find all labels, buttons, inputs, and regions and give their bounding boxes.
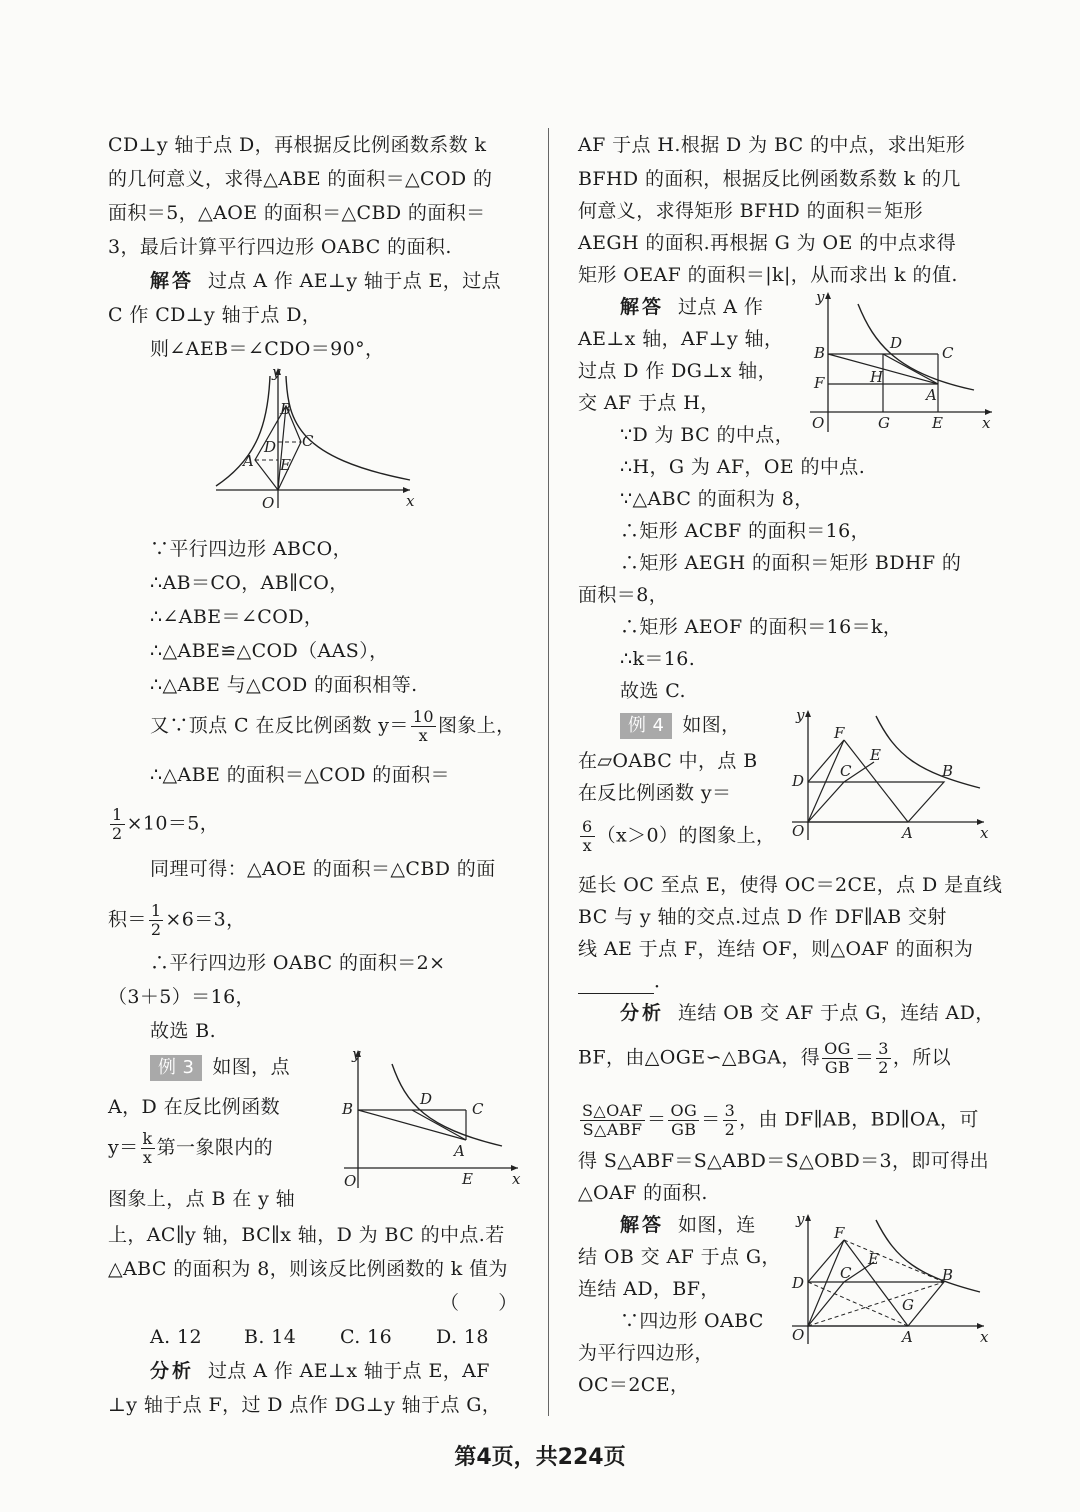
text-span: ，所以 — [892, 1046, 952, 1069]
label-a: A — [902, 1328, 913, 1346]
label-b: B — [280, 400, 292, 418]
figure-2-example3 — [336, 1044, 526, 1192]
label-y: y — [272, 363, 281, 381]
label-g: G — [902, 1296, 914, 1314]
choice-a: A. 12 — [150, 1326, 202, 1348]
label-o: O — [792, 822, 805, 840]
text-line: 结 OB 交 AF 于点 G， — [578, 1246, 781, 1268]
text-line: 3，最后计算平行四边形 OABC 的面积. — [108, 236, 452, 258]
text-line: 在反比例函数 y＝ — [578, 782, 732, 804]
text-line — [620, 1000, 995, 1026]
text-line — [620, 1212, 756, 1238]
text-line — [578, 1040, 951, 1077]
text-span: 如图，点 — [212, 1056, 290, 1078]
text-line — [108, 806, 219, 843]
text-line: 得 S△ABF＝S△ABD＝S△OBD＝3，即可得出 — [578, 1150, 989, 1172]
text-line: AEGH 的面积.再根据 G 为 OE 的中点求得 — [578, 232, 957, 254]
denominator: S△ABF — [582, 1120, 643, 1139]
text-span: ＝ — [647, 1108, 667, 1131]
label-d: D — [792, 772, 805, 790]
label-y: y — [796, 1210, 805, 1228]
example-tag: 例 3 — [150, 1055, 202, 1081]
label-c: C — [302, 432, 314, 450]
text-span: ＝ — [701, 1108, 721, 1131]
text-line: 上，AC∥y 轴，BC∥x 轴，D 为 BC 的中点.若 — [108, 1224, 505, 1246]
text-line: BC 与 y 轴的交点.过点 D 作 DF∥AB 交射 — [578, 906, 947, 928]
label-c: C — [472, 1100, 484, 1118]
figure-4-example4 — [784, 704, 994, 844]
text-line: A，D 在反比例函数 — [108, 1096, 280, 1118]
text-line — [150, 1358, 490, 1384]
label-b: B — [942, 1266, 954, 1284]
numerator: 1 — [150, 901, 162, 920]
text-span: 过点 A 作 AE⊥x 轴于点 E，AF — [208, 1360, 490, 1382]
text-line: ∵平行四边形 ABCO， — [150, 538, 352, 560]
solution-keyword: 解答 — [150, 270, 195, 292]
fraction — [411, 708, 436, 745]
numerator: 6 — [582, 817, 593, 836]
label-d: D — [792, 1274, 805, 1292]
text-span: 图象上， — [437, 714, 516, 737]
text-line: 同理可得：△AOE 的面积＝△CBD 的面 — [150, 858, 496, 880]
text-span: 又∵顶点 C 在反比例函数 y＝ — [150, 714, 409, 737]
text-line: ∴△ABE≌△COD（AAS）， — [150, 640, 389, 662]
text-line: ∴矩形 AEOF 的面积＝16＝k， — [620, 616, 903, 638]
numerator: OG — [670, 1101, 698, 1120]
label-a: A — [243, 452, 254, 470]
label-e: E — [932, 414, 943, 432]
text-line: △ABC 的面积为 8，则该反比例函数的 k 值为 — [108, 1258, 508, 1280]
denominator: x — [582, 836, 593, 855]
label-a: A — [454, 1142, 465, 1160]
curve — [876, 716, 980, 788]
denominator: 2 — [112, 824, 123, 843]
text-line: ∴k＝16. — [620, 648, 696, 670]
curve — [392, 1064, 502, 1146]
figure-3-solution3 — [802, 286, 1002, 436]
numerator: OG — [824, 1039, 851, 1058]
text-line: ∵△ABC 的面积为 8， — [620, 488, 814, 510]
text-line — [150, 268, 501, 294]
denominator: x — [418, 726, 429, 745]
fraction — [149, 902, 164, 939]
text-line: △OAF 的面积. — [578, 1182, 708, 1204]
text-line: ⊥y 轴于点 F，过 D 点作 DG⊥y 轴于点 G， — [108, 1394, 502, 1416]
figure-1-hyperbola — [210, 362, 420, 512]
fraction — [822, 1040, 853, 1077]
text-line: ∵D 为 BC 的中点， — [620, 424, 795, 446]
label-x: x — [406, 492, 415, 510]
numerator: S△OAF — [582, 1101, 644, 1120]
text-line: ∴AB＝CO，AB∥CO， — [150, 572, 349, 594]
text-line — [620, 712, 741, 739]
text-line: AF 于点 H.根据 D 为 BC 的中点，求出矩形 — [578, 134, 966, 156]
text-line: ∵四边形 OABC — [620, 1310, 764, 1332]
numerator: 1 — [112, 805, 123, 824]
label-b: B — [342, 1100, 354, 1118]
label-o: O — [792, 1326, 805, 1344]
label-d: D — [420, 1090, 433, 1108]
text-span: ＝ — [854, 1046, 875, 1069]
label-y: y — [796, 706, 805, 724]
choice-d: D. 18 — [436, 1326, 489, 1348]
label-b: B — [814, 344, 826, 362]
text-line: ∴∠ABE＝∠COD， — [150, 606, 324, 628]
fraction — [723, 1102, 738, 1139]
analysis-keyword: 分析 — [620, 1002, 665, 1024]
label-e: E — [870, 746, 881, 764]
curve — [876, 1220, 980, 1292]
label-e: E — [462, 1170, 473, 1188]
answer-bracket: （ ） — [440, 1292, 518, 1314]
text-line: （3＋5）＝16， — [108, 986, 255, 1008]
choice-c: C. 16 — [340, 1326, 393, 1348]
text-line: ∴△ABE 的面积＝△COD 的面积＝ — [150, 764, 450, 786]
figure-5-solution4 — [784, 1208, 994, 1348]
numerator: 3 — [724, 1101, 736, 1120]
parallelogram-oabc — [808, 782, 944, 822]
label-d: D — [264, 438, 277, 456]
text-line: OC＝2CE， — [578, 1374, 690, 1396]
text-line: 故选 B. — [150, 1020, 217, 1042]
text-line — [108, 902, 246, 939]
text-line — [150, 1054, 290, 1081]
text-span: ，由 DF∥AB，BD∥OA，可 — [739, 1108, 979, 1131]
text-span: 连结 OB 交 AF 于点 G，连结 AD， — [678, 1002, 995, 1024]
choice-b: B. 14 — [244, 1326, 297, 1348]
text-line: ∴平行四边形 OABC 的面积＝2× — [150, 952, 446, 974]
text-line: 线 AE 于点 F，连结 OF，则△OAF 的面积为 — [578, 938, 974, 960]
label-x: x — [980, 1328, 989, 1346]
label-c: C — [840, 762, 852, 780]
text-line: ∴矩形 ACBF 的面积＝16， — [620, 520, 871, 542]
text-line: 则∠AEB＝∠CDO＝90°， — [150, 338, 385, 360]
denominator: GB — [671, 1120, 697, 1139]
answer-blank — [578, 975, 654, 994]
text-span: 过点 A 作 — [678, 296, 764, 318]
label-o: O — [812, 414, 825, 432]
text-line: ∴H，G 为 AF，OE 的中点. — [620, 456, 866, 478]
text-span: BF，由△OGE∽△BGA，得 — [578, 1046, 821, 1069]
text-span: 如图，连 — [678, 1214, 756, 1236]
numerator: 10 — [412, 707, 434, 726]
text-line — [108, 1130, 273, 1167]
text-line: 何意义，求得矩形 BFHD 的面积＝矩形 — [578, 200, 924, 222]
label-x: x — [512, 1170, 521, 1188]
fraction — [110, 806, 125, 843]
denominator: GB — [824, 1058, 851, 1077]
numerator: k — [142, 1129, 153, 1148]
label-o: O — [262, 494, 275, 512]
label-h: H — [870, 368, 884, 386]
analysis-keyword: 分析 — [150, 1360, 195, 1382]
solution-keyword: 解答 — [620, 1214, 665, 1236]
label-d: D — [890, 334, 903, 352]
text-line: 面积＝8， — [578, 584, 669, 606]
text-line: C 作 CD⊥y 轴于点 D， — [108, 304, 322, 326]
text-span: 如图， — [682, 714, 741, 736]
text-line: 延长 OC 至点 E，使得 OC＝2CE，点 D 是直线 — [578, 874, 1003, 896]
page-footer: 第4页，共224页 — [454, 1445, 626, 1470]
label-e: E — [868, 1250, 879, 1268]
label-o: O — [344, 1172, 357, 1190]
text-line: 故选 C. — [620, 680, 686, 702]
text-line: 的几何意义，求得△ABE 的面积＝△COD 的 — [108, 168, 493, 190]
label-a: A — [926, 386, 937, 404]
fraction — [141, 1130, 155, 1167]
fraction — [876, 1040, 891, 1077]
curve-right — [286, 376, 410, 480]
label-y: y — [352, 1045, 361, 1063]
label-c: C — [942, 344, 954, 362]
text-line — [578, 818, 775, 855]
text-line: AE⊥x 轴，AF⊥y 轴， — [578, 328, 784, 350]
label-x: x — [980, 824, 989, 842]
denominator: 2 — [150, 920, 162, 939]
label-f: F — [814, 374, 825, 392]
denominator: x — [142, 1148, 153, 1167]
text-span: ． — [654, 970, 674, 992]
label-b: B — [942, 762, 954, 780]
label-x: x — [982, 414, 991, 432]
example-tag: 例 4 — [620, 713, 672, 739]
text-line: 过点 D 作 DG⊥x 轴， — [578, 360, 777, 382]
text-line: 为平行四边形， — [578, 1342, 714, 1364]
text-span: 过点 A 作 AE⊥y 轴于点 E，过点 — [208, 270, 501, 292]
text-span: y＝ — [108, 1136, 139, 1159]
text-span: 第一象限内的 — [156, 1136, 274, 1159]
label-g: G — [878, 414, 890, 432]
text-line — [620, 294, 763, 320]
text-line: BFHD 的面积，根据反比例函数系数 k 的几 — [578, 168, 961, 190]
text-line: 图象上，点 B 在 y 轴 — [108, 1188, 296, 1210]
text-line: 交 AF 于点 H， — [578, 392, 720, 414]
text-line: 面积＝5，△AOE 的面积＝△CBD 的面积＝ — [108, 202, 486, 224]
label-e: E — [280, 456, 291, 474]
label-f: F — [834, 1224, 845, 1242]
label-c: C — [840, 1264, 852, 1282]
label-a: A — [902, 824, 913, 842]
text-line: ∴△ABE 与△COD 的面积相等. — [150, 674, 418, 696]
text-span: ×10＝5， — [126, 812, 220, 835]
column-divider — [548, 128, 549, 1416]
fraction — [580, 1102, 645, 1139]
denominator: 2 — [878, 1058, 889, 1077]
fraction — [668, 1102, 699, 1139]
text-line: CD⊥y 轴于点 D，再根据反比例函数系数 k — [108, 134, 487, 156]
denominator: 2 — [724, 1120, 736, 1139]
text-span: （x＞0）的图象上， — [596, 824, 776, 847]
text-span: ×6＝3， — [165, 908, 246, 931]
label-y: y — [816, 288, 825, 306]
numerator: 3 — [878, 1039, 889, 1058]
label-f: F — [834, 724, 845, 742]
text-line: 矩形 OEAF 的面积＝|k|，从而求出 k 的值. — [578, 264, 958, 286]
text-line: ∴矩形 AEGH 的面积＝矩形 BDHF 的 — [620, 552, 962, 574]
fraction — [580, 818, 595, 855]
text-line — [150, 708, 516, 745]
solution-keyword: 解答 — [620, 296, 665, 318]
text-line — [578, 1102, 979, 1139]
text-line — [578, 968, 673, 994]
text-line: 连结 AD，BF， — [578, 1278, 720, 1300]
text-span: 积＝ — [108, 908, 147, 931]
text-line: 在▱OABC 中，点 B — [578, 750, 758, 772]
